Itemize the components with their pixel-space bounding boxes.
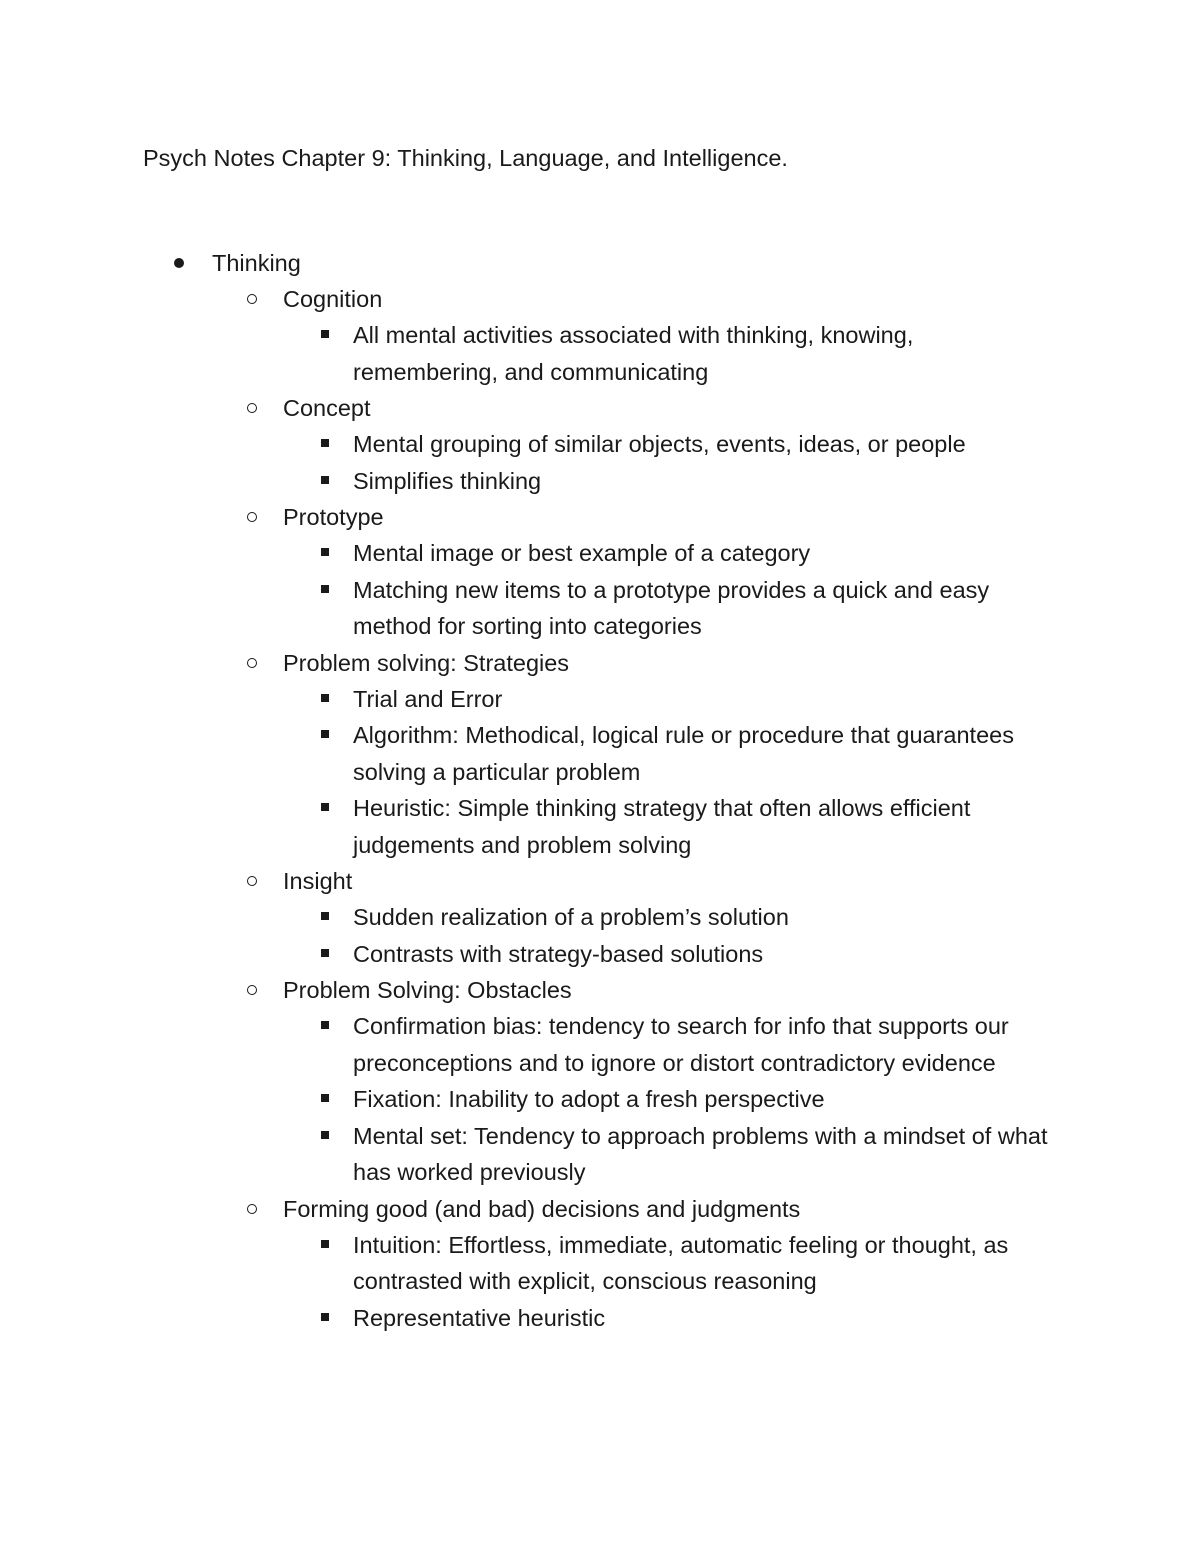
bullet-circle-icon — [247, 658, 257, 668]
list-item-text: Fixation: Inability to adopt a fresh perspective — [353, 1086, 825, 1112]
list-item — [0, 1227, 1200, 1300]
list-item-text: Matching new items to a prototype provides a quick and easy method for sorting into categories — [353, 576, 990, 639]
list-item — [0, 936, 1200, 973]
subsection-concept — [0, 390, 1200, 499]
subsection-heading: Concept — [283, 395, 371, 421]
list-item — [0, 535, 1200, 572]
list-item-text: Mental set: Tendency to approach problems with a mindset of what has worked previously — [353, 1122, 1048, 1185]
document-title: Psych Notes Chapter 9: Thinking, Language, and Intelligence. — [143, 145, 788, 171]
list-item-text: Contrasts with strategy-based solutions — [353, 940, 764, 967]
subsection-cognition — [0, 281, 1200, 390]
bullet-circle-icon — [247, 876, 257, 886]
bullet-circle-icon — [247, 512, 257, 522]
subsection-insight — [0, 863, 1200, 972]
subsection-heading: Cognition — [283, 286, 383, 312]
list-item-text: Mental grouping of similar objects, events, ideas, or people — [353, 431, 966, 457]
item-list — [0, 899, 1200, 972]
subsection-problem-solving-obstacles — [0, 972, 1200, 1191]
bullet-square-icon — [321, 1313, 329, 1321]
list-item-text: Sudden realization of a problem’s solution — [353, 904, 789, 930]
bullet-square-icon — [321, 585, 329, 593]
list-item-text: Representative heuristic — [353, 1304, 606, 1331]
bullet-circle-icon — [247, 1204, 257, 1214]
list-item — [0, 1081, 1200, 1118]
list-item — [0, 1300, 1200, 1337]
list-item — [0, 463, 1200, 500]
bullet-square-icon — [321, 1094, 329, 1102]
list-item-text: Algorithm: Methodical, logical rule or procedure that guarantees solving a particular problem — [353, 722, 1014, 785]
subsection-heading: Insight — [283, 868, 353, 894]
subsection-heading: Forming good (and bad) decisions and judgments — [283, 1195, 801, 1222]
list-item — [0, 1008, 1200, 1081]
subsection-prototype — [0, 499, 1200, 645]
subsection-heading: Problem Solving: Obstacles — [283, 977, 572, 1003]
bullet-square-icon — [321, 330, 329, 338]
list-item — [0, 717, 1200, 790]
list-item-text: Trial and Error — [353, 685, 503, 712]
subsection-heading: Problem solving: Strategies — [283, 649, 570, 676]
bullet-square-icon — [321, 1131, 329, 1139]
item-list — [0, 426, 1200, 499]
bullet-square-icon — [321, 694, 329, 702]
section-heading: Thinking — [212, 250, 301, 276]
bullet-square-icon — [321, 1240, 329, 1248]
bullet-square-icon — [321, 1021, 329, 1029]
list-item — [0, 681, 1200, 718]
bullet-disc-icon — [174, 258, 184, 268]
item-list — [0, 1008, 1200, 1191]
list-item-text: Mental image or best example of a category — [353, 540, 811, 566]
bullet-square-icon — [321, 439, 329, 447]
outline-list — [0, 245, 1200, 1336]
bullet-circle-icon — [247, 403, 257, 413]
bullet-square-icon — [321, 949, 329, 957]
bullet-square-icon — [321, 548, 329, 556]
list-item-text: Confirmation bias: tendency to search for info that supports our preconceptions and to ignore or distort contradictory evidence — [353, 1013, 1009, 1076]
bullet-square-icon — [321, 912, 329, 920]
list-item — [0, 317, 1200, 390]
bullet-circle-icon — [247, 294, 257, 304]
item-list — [0, 317, 1200, 390]
subsection-problem-solving-strategies — [0, 645, 1200, 864]
list-item-text: All mental activities associated with thinking, knowing, remembering, and communicating — [353, 322, 914, 385]
bullet-square-icon — [321, 730, 329, 738]
section-thinking — [0, 245, 1200, 1336]
bullet-circle-icon — [247, 985, 257, 995]
subsection-decisions-judgments — [0, 1191, 1200, 1337]
list-item-text: Heuristic: Simple thinking strategy that often allows efficient judgements and problem solving — [353, 795, 971, 858]
list-item — [0, 572, 1200, 645]
list-item — [0, 426, 1200, 463]
list-item-text: Intuition: Effortless, immediate, automatic feeling or thought, as contrasted with explicit, conscious reasoning — [353, 1231, 1009, 1294]
bullet-square-icon — [321, 803, 329, 811]
item-list — [0, 681, 1200, 864]
list-item — [0, 790, 1200, 863]
list-item — [0, 899, 1200, 936]
bullet-square-icon — [321, 476, 329, 484]
list-item — [0, 1118, 1200, 1191]
subsection-list — [0, 281, 1200, 1336]
subsection-heading: Prototype — [283, 504, 384, 530]
item-list — [0, 535, 1200, 645]
list-item-text: Simplifies thinking — [353, 467, 542, 494]
item-list — [0, 1227, 1200, 1337]
